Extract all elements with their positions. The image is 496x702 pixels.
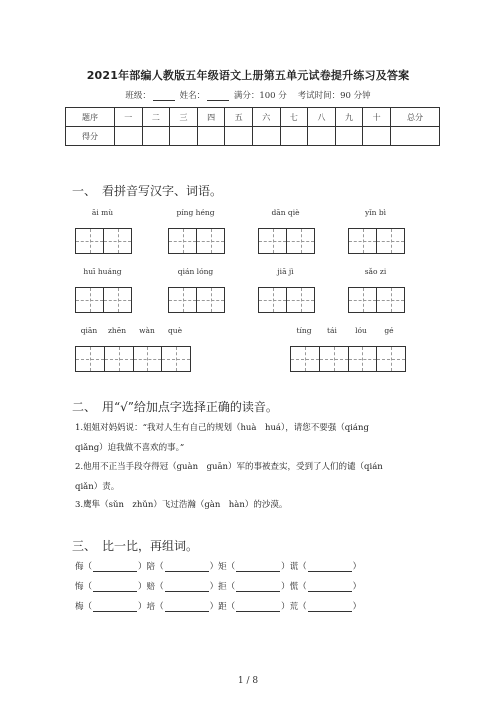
char: 侮 (75, 562, 84, 572)
pinyin: lóu (355, 326, 367, 335)
pinyin: tíng (296, 326, 312, 335)
pinyin: āi mù (91, 208, 114, 217)
char: 矩 (218, 562, 227, 572)
pinyin: píng héng (176, 208, 215, 217)
class-label: 班级： (125, 91, 151, 101)
pinyin: yǐn bì (364, 208, 387, 217)
score-header-cell: 二 (142, 108, 170, 127)
score-cell[interactable] (197, 127, 225, 146)
answer-blank[interactable] (308, 563, 352, 572)
score-cell[interactable] (335, 127, 363, 146)
score-header-cell: 四 (197, 108, 225, 127)
question-line: qiǎn）责。 (75, 482, 120, 492)
section2-heading: 二、 用“√”给加点字选择正确的读音。 (72, 400, 278, 414)
name-label: 姓名： (179, 91, 206, 101)
score-cell[interactable] (252, 127, 280, 146)
score-table (65, 107, 440, 146)
pinyin: zhēn (107, 326, 127, 335)
pinyin: sǎo zi (364, 267, 387, 276)
answer-blank[interactable] (308, 583, 352, 592)
pinyin: dān qiè (271, 208, 300, 217)
write-grid[interactable] (75, 346, 191, 372)
answer-blank[interactable] (93, 603, 137, 612)
score-header-cell: 九 (335, 108, 363, 127)
class-blank (153, 92, 175, 101)
pinyin: tái (327, 326, 337, 335)
score-header-cell: 总分 (391, 108, 440, 127)
answer-blank[interactable] (308, 603, 352, 612)
question-line: 2.他用不正当手段夺得冠（guàn guān）军的事被查实，受到了人们的谴（qián (75, 462, 383, 472)
write-grid[interactable] (290, 346, 406, 372)
write-grid[interactable] (75, 228, 132, 254)
word-row: 侮（ ）陪（ ）矩（ ）谎（ ） (75, 562, 362, 572)
score-cell[interactable] (363, 127, 391, 146)
full-score: 满分：100 分 (233, 91, 287, 101)
pinyin: qiān (80, 326, 98, 335)
char: 陪 (146, 562, 156, 572)
answer-blank[interactable] (165, 583, 209, 592)
write-grid[interactable] (75, 287, 132, 313)
score-cell[interactable] (142, 127, 170, 146)
score-cell[interactable] (280, 127, 308, 146)
word-row: 梅（ ）培（ ）距（ ）荒（ ） (75, 602, 362, 612)
score-cell[interactable] (115, 127, 143, 146)
score-header-row (66, 108, 440, 127)
score-header-cell: 三 (170, 108, 198, 127)
char: 悔 (75, 582, 84, 592)
score-row-label: 得分 (66, 127, 115, 146)
char: 距 (218, 602, 227, 612)
answer-blank[interactable] (93, 583, 137, 592)
score-header-cell: 一 (115, 108, 143, 127)
write-grid[interactable] (348, 228, 405, 254)
pinyin: huī huáng (83, 267, 122, 276)
score-value-row (66, 127, 440, 146)
write-grid[interactable] (258, 287, 315, 313)
pinyin: jiā jì (277, 267, 294, 276)
answer-blank[interactable] (236, 603, 280, 612)
score-cell[interactable] (391, 127, 440, 146)
pinyin: gé (384, 326, 394, 335)
score-header-cell: 八 (308, 108, 336, 127)
answer-blank[interactable] (165, 563, 209, 572)
pinyin: wàn (139, 326, 155, 335)
answer-blank[interactable] (165, 603, 209, 612)
score-cell[interactable] (170, 127, 198, 146)
score-header-cell: 题序 (66, 108, 115, 127)
char: 培 (146, 602, 156, 612)
char: 慌 (289, 582, 299, 592)
name-blank (207, 92, 229, 101)
question-line: 1.姐姐对妈妈说：“我对人生有自己的规划（huà huá），请您不要强（qiáng (75, 423, 369, 433)
char: 谎 (289, 562, 299, 572)
word-row: 悔（ ）赔（ ）拒（ ）慌（ ） (75, 582, 362, 592)
char: 赔 (146, 582, 156, 592)
score-cell[interactable] (225, 127, 253, 146)
section1-heading: 一、 看拼音写汉字、词语。 (72, 184, 223, 198)
question-line: 3.鹰隼（sǔn zhǔn）飞过浩瀚（gàn hàn）的沙漠。 (75, 500, 288, 510)
write-grid[interactable] (168, 228, 225, 254)
score-header-cell: 七 (280, 108, 308, 127)
score-cell[interactable] (308, 127, 336, 146)
write-grid[interactable] (258, 228, 315, 254)
section3-heading: 三、 比一比，再组词。 (72, 539, 199, 553)
answer-blank[interactable] (236, 583, 280, 592)
write-grid[interactable] (168, 287, 225, 313)
answer-blank[interactable] (236, 563, 280, 572)
char: 拒 (218, 582, 227, 592)
exam-time: 考试时间：90 分钟 (297, 91, 371, 101)
score-header-cell: 六 (252, 108, 280, 127)
page-number: 1 / 8 (237, 676, 259, 686)
score-header-cell: 十 (363, 108, 391, 127)
answer-blank[interactable] (93, 563, 137, 572)
question-line: qiǎng）迫我做不喜欢的事。” (75, 443, 185, 453)
write-grid[interactable] (348, 287, 405, 313)
pinyin: qián lóng (177, 267, 214, 276)
exam-info (0, 89, 496, 101)
pinyin: què (167, 326, 183, 335)
page-title: 2021年部编人教版五年级语文上册第五单元试卷提升练习及答案 (86, 69, 410, 82)
score-header-cell: 五 (225, 108, 253, 127)
char: 梅 (75, 602, 84, 612)
char: 荒 (289, 602, 299, 612)
